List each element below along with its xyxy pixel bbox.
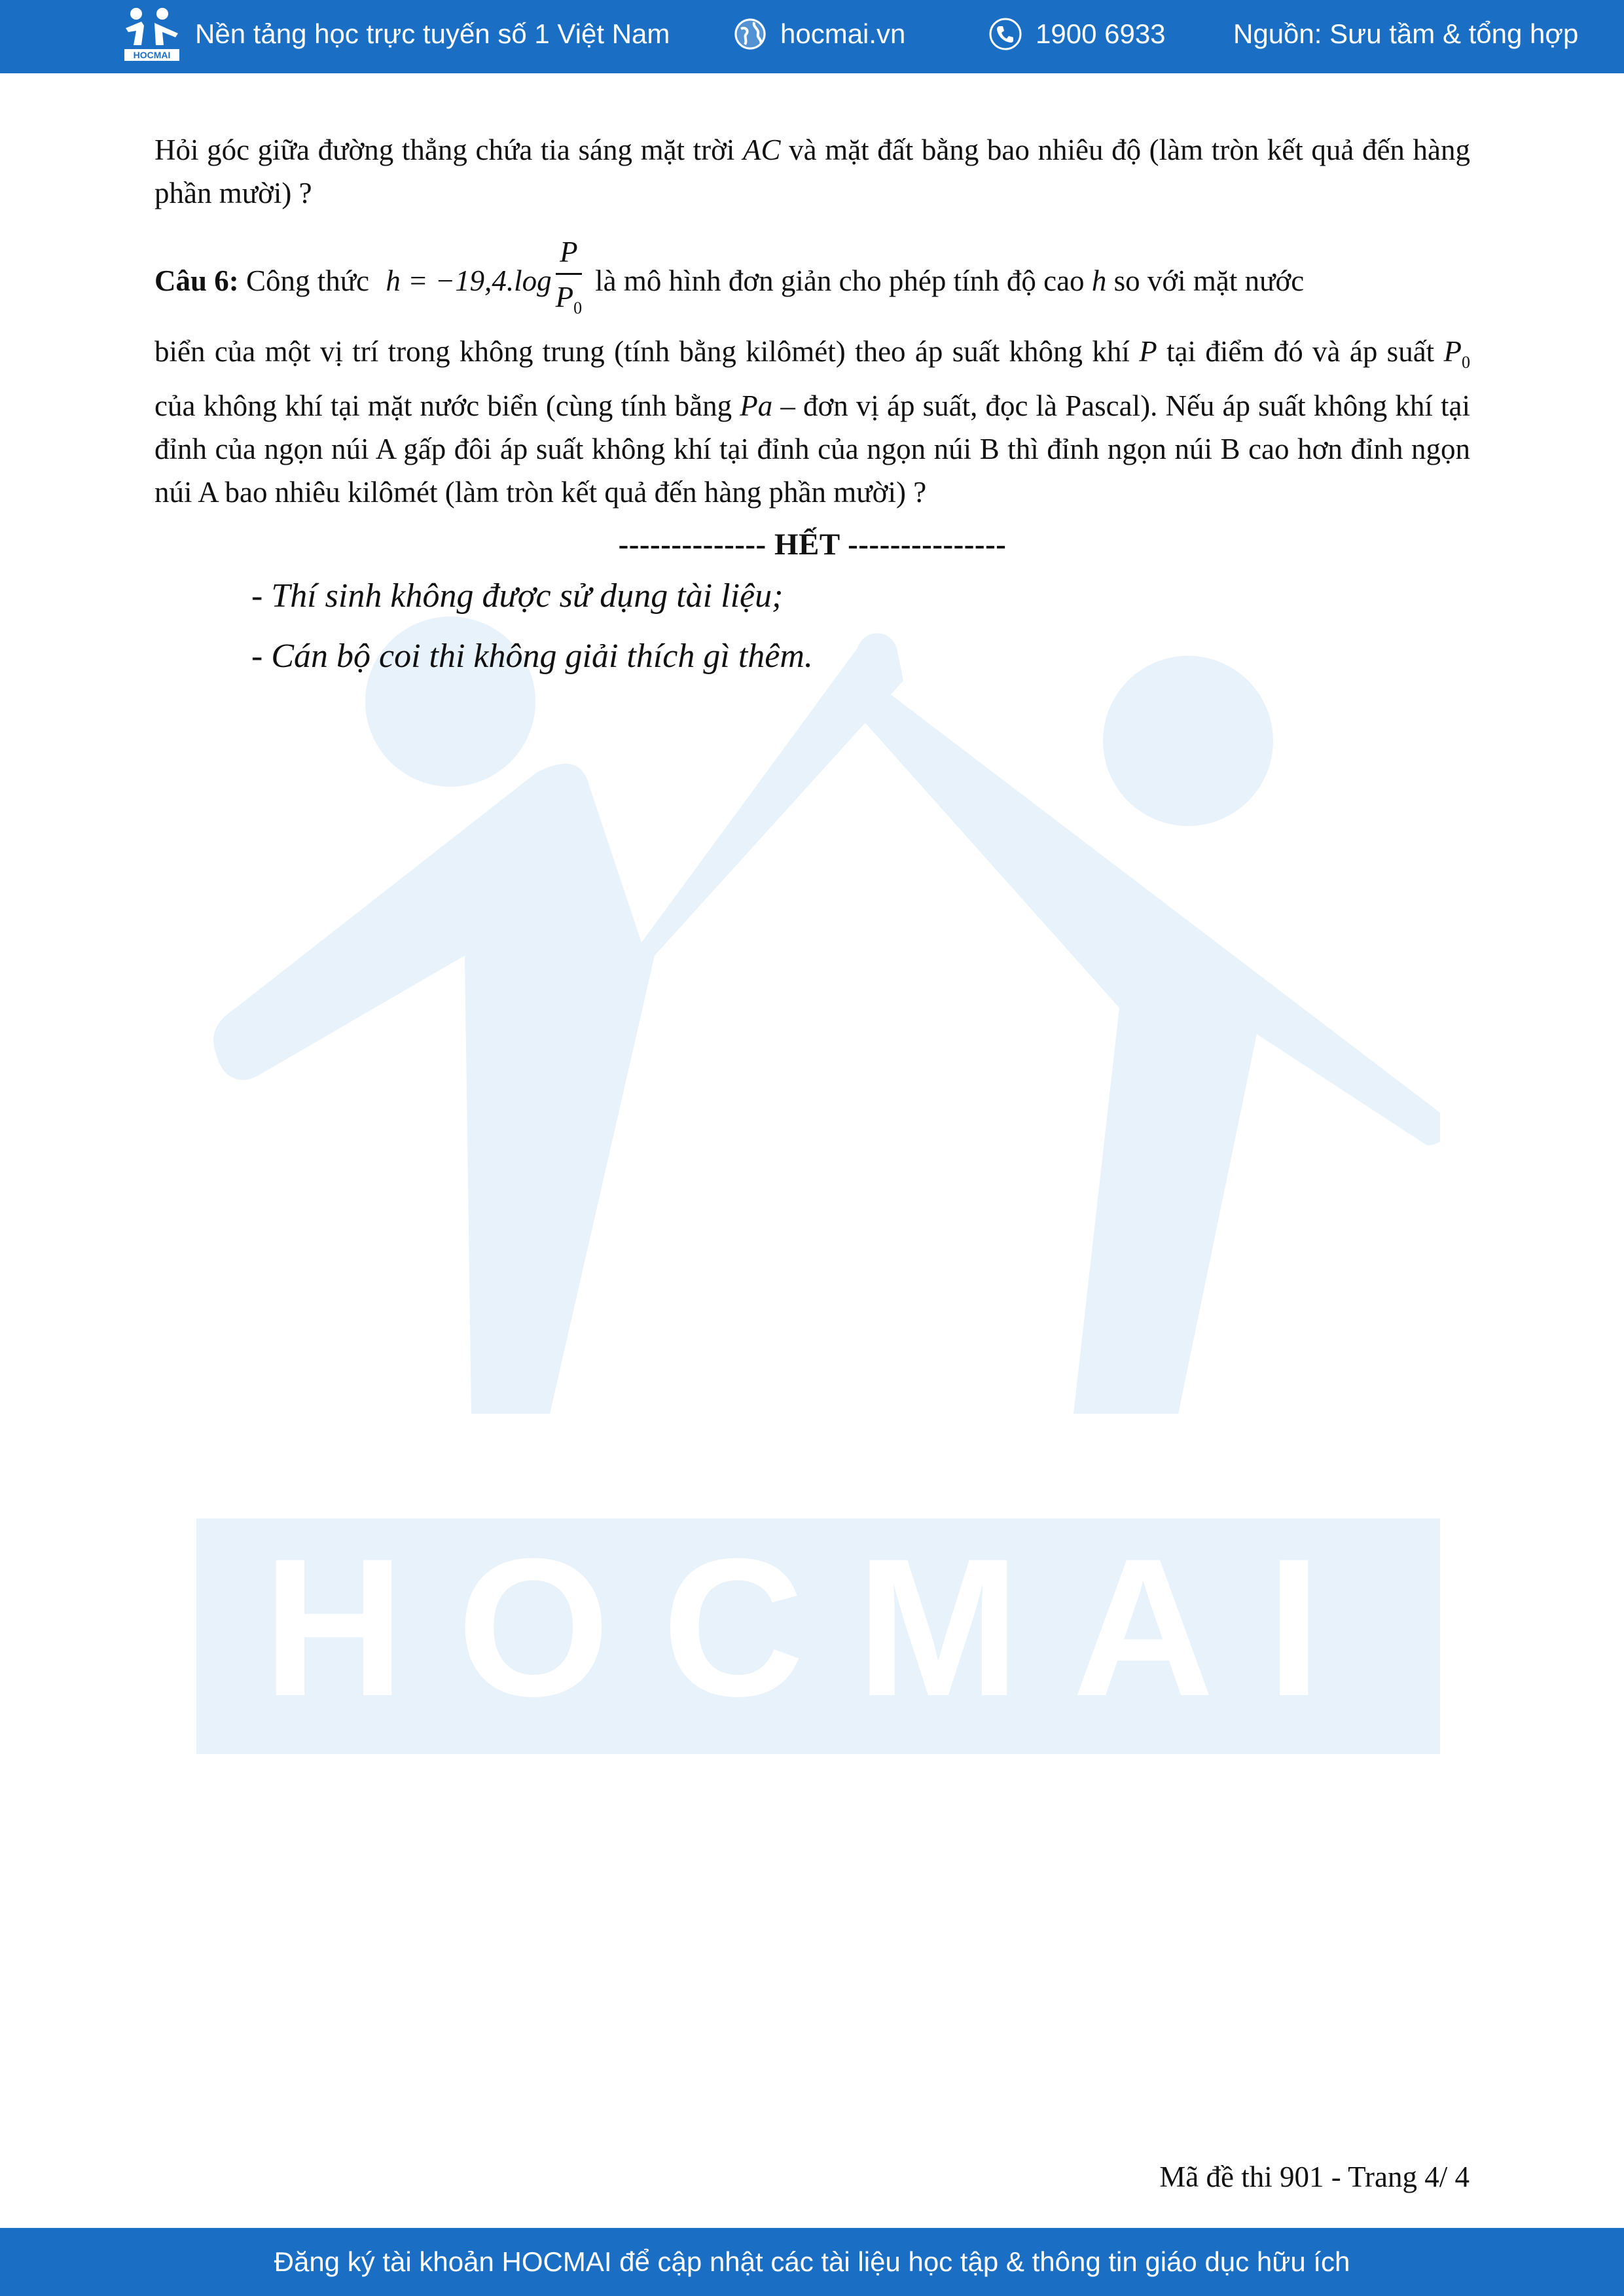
q6-frac-numerator: P [556, 234, 582, 275]
q6-body: biển của một vị trí trong không trung (tính bằng kilômét) theo áp suất không khí P tại điểm đó và áp suất $P_0$ của không khí tại mặt nước biển (cùng tính bằng Pa – đơn vị áp suất, đọc là Pascal). Nếu áp suất không khí tại đỉnh của ngọn núi A gấp đôi áp suất không khí tại đỉnh của ngọn núi B thì đỉnh ngọn núi B cao hơn đỉnh ngọn núi A bao nhiêu kilômét (làm tròn kết quả đến hàng phần mười) ? [154, 335, 1471, 509]
globe-icon [733, 17, 767, 51]
q6-formula-lhs: h = −19,4.log [386, 264, 552, 297]
header-phone[interactable] [988, 0, 1166, 68]
end-marker: -------------- HẾT --------------- [618, 528, 1007, 562]
question-6 [154, 232, 1470, 514]
phone-text: 1900 6933 [1036, 18, 1166, 49]
q6-after-formula: là mô hình đơn giản cho phép tính độ cao h so với mặt nước [595, 264, 1305, 297]
note-1: - Thí sinh không được sử dụng tài liệu; [251, 577, 784, 615]
website-text: hocmai.vn [780, 18, 906, 49]
footer-text: Đăng ký tài khoản HOCMAI để cập nhật các tài liệu học tập & thông tin giáo dục hữu ích [274, 2246, 1350, 2277]
header-bar [0, 0, 1624, 73]
q6-frac-denominator: $P_0$ [555, 281, 583, 317]
header-website[interactable] [733, 0, 905, 68]
watermark-text: HOCMAI [262, 1517, 1374, 1737]
question-5-tail [154, 128, 1470, 215]
logo-text: HOCMAI [133, 50, 171, 60]
q5-text-b: và mặt đất bằng bao nhiêu độ (làm tròn kết quả đến hàng phần mười) ? [154, 134, 1470, 209]
note-2: - Cán bộ coi thi không giải thích gì thêm. [251, 637, 813, 675]
page-code: Mã đề thi 901 - Trang 4/ 4 [1159, 2161, 1470, 2193]
q6-label: Câu 6: [154, 264, 239, 297]
header-source: Nguồn: Sưu tầm & tổng hợp [1233, 18, 1579, 49]
q5-text-a: Hỏi góc giữa đường thẳng chứa tia sáng mặt trời [154, 134, 744, 166]
header-tagline: Nền tảng học trực tuyến số 1 Việt Nam [195, 18, 670, 49]
page-content [154, 128, 1470, 687]
q5-math-ac: AC [743, 134, 781, 166]
hocmai-logo-icon[interactable] [122, 0, 185, 68]
footer-bar[interactable] [0, 2228, 1624, 2296]
q6-intro: Công thức [238, 264, 377, 297]
q6-formula-line [154, 232, 1470, 330]
hocmai-watermark [196, 576, 1440, 1754]
phone-icon [988, 17, 1022, 51]
q6-fraction [556, 234, 583, 328]
